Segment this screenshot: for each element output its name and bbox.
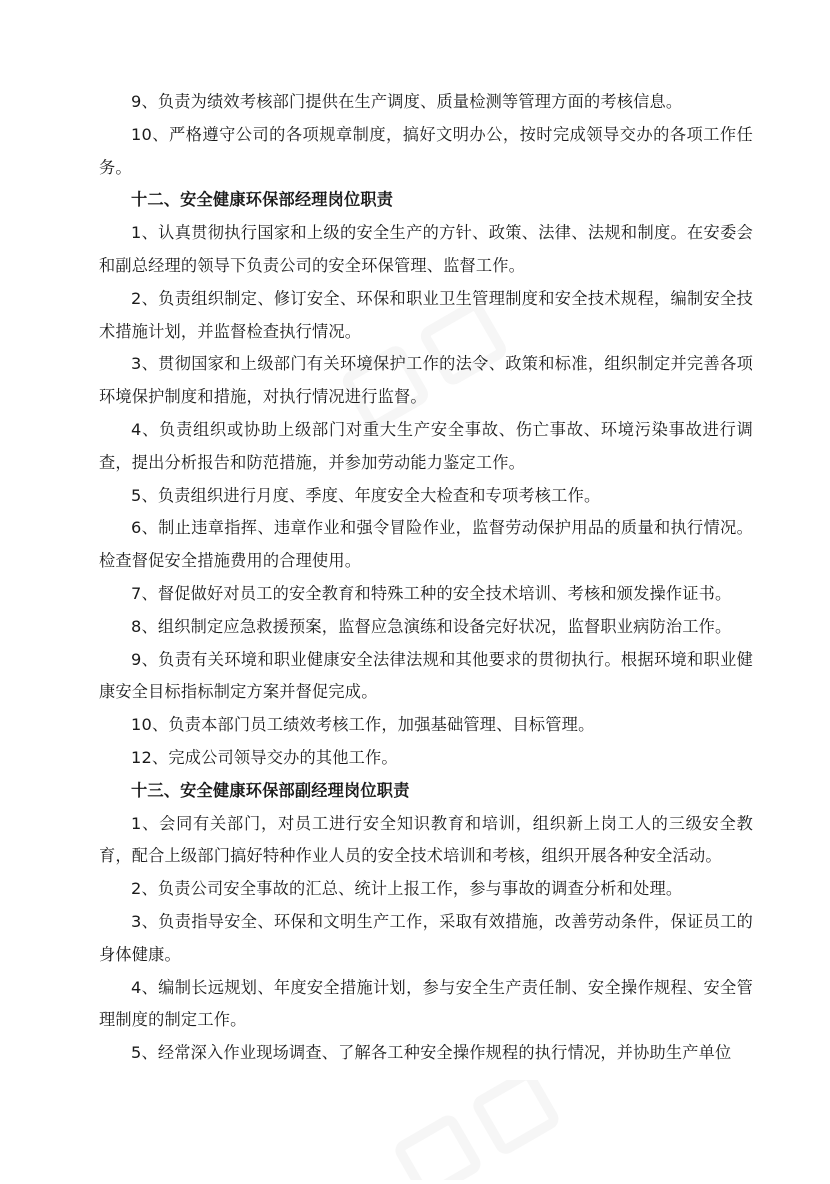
list-item: 9、负责有关环境和职业健康安全法律法规和其他要求的贯彻执行。根据环境和职业健康安全目标指标制定方案并督促完成。 xyxy=(99,649,753,702)
section-heading: 十三、安全健康环保部副经理岗位职责 xyxy=(131,780,410,800)
list-item: 5、负责组织进行月度、季度、年度安全大检查和专项考核工作。 xyxy=(131,485,601,505)
list-item: 3、负责指导安全、环保和文明生产工作，采取有效措施，改善劳动条件，保证员工的身体健康。 xyxy=(99,911,753,964)
document-body xyxy=(99,86,753,1070)
list-item: 1、认真贯彻执行国家和上级的安全生产的方针、政策、法律、法规和制度。在安委会和副总经理的领导下负责公司的安全环保管理、监督工作。 xyxy=(99,223,753,275)
list-item: 2、负责公司安全事故的汇总、统计上报工作，参与事故的调查分析和处理。 xyxy=(131,879,683,899)
list-item: 10、负责本部门员工绩效考核工作，加强基础管理、目标管理。 xyxy=(131,715,595,735)
list-item: 9、负责为绩效考核部门提供在生产调度、质量检测等管理方面的考核信息。 xyxy=(131,92,683,111)
list-item: 10、严格遵守公司的各项规章制度，搞好文明办公，按时完成领导交办的各项工作任务。 xyxy=(99,124,753,177)
watermark xyxy=(380,1080,580,1184)
list-item: 4、编制长远规划、年度安全措施计划，参与安全生产责任制、安全操作规程、安全管理制度的制定工作。 xyxy=(99,977,753,1030)
section-heading: 十二、安全健康环保部经理岗位职责 xyxy=(131,190,394,210)
list-item: 2、负责组织制定、修订安全、环保和职业卫生管理制度和安全技术规程，编制安全技术措施计划，并监督检查执行情况。 xyxy=(99,288,753,341)
list-item: 5、经常深入作业现场调查、了解各工种安全操作规程的执行情况，并协助生产单位 xyxy=(131,1043,732,1063)
list-item: 6、制止违章指挥、违章作业和强令冒险作业，监督劳动保护用品的质量和执行情况。检查督促安全措施费用的合理使用。 xyxy=(99,518,753,571)
list-item: 12、完成公司领导交办的其他工作。 xyxy=(131,747,398,767)
watermark-logo-icon xyxy=(380,1080,580,1180)
list-item: 8、组织制定应急救援预案，监督应急演练和设备完好状况，监督职业病防治工作。 xyxy=(131,616,732,636)
list-item: 4、负责组织或协助上级部门对重大生产安全事故、伤亡事故、环境污染事故进行调查，提出分析报告和防范措施，并参加劳动能力鉴定工作。 xyxy=(99,419,753,472)
list-item: 1、会同有关部门，对员工进行安全知识教育和培训，组织新上岗工人的三级安全教育，配合上级部门搞好特种作业人员的安全技术培训和考核，组织开展各种安全活动。 xyxy=(99,813,753,866)
list-item: 3、贯彻国家和上级部门有关环境保护工作的法令、政策和标准，组织制定并完善各项环境保护制度和措施，对执行情况进行监督。 xyxy=(99,354,753,407)
list-item: 7、督促做好对员工的安全教育和特殊工种的安全技术培训、考核和颁发操作证书。 xyxy=(131,583,732,603)
